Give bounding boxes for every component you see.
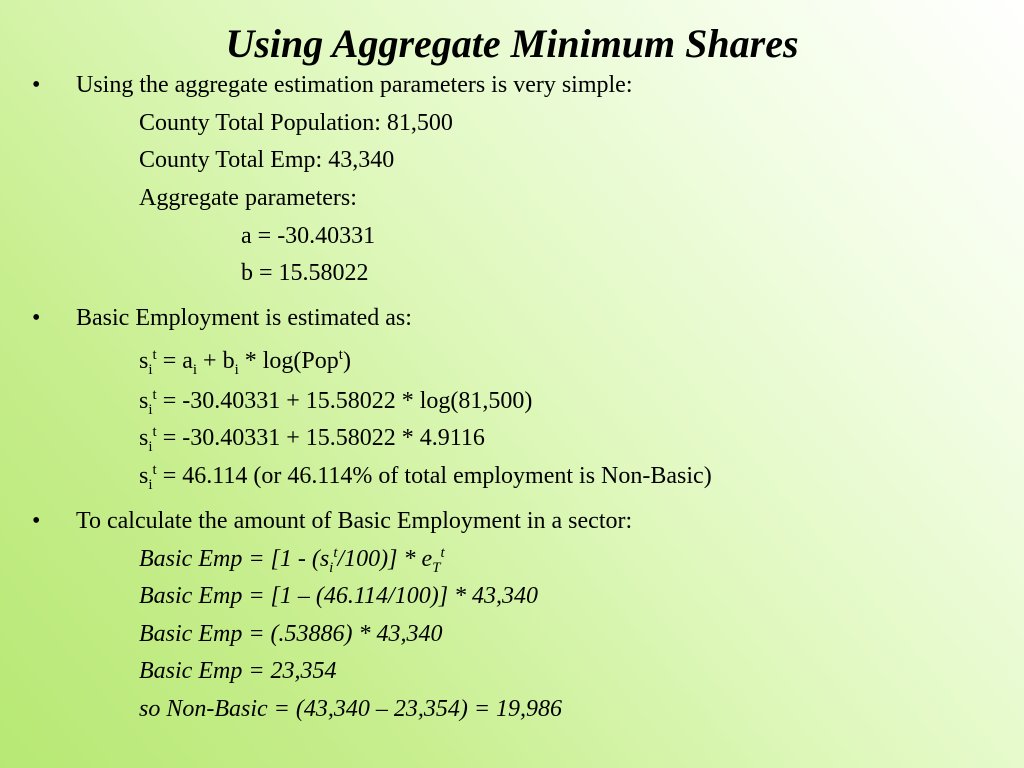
share-line-4: $s_i^t = 46.114$ (or 46.114% of total employment is Non-Basic) (139, 462, 712, 493)
basic-emp-line-3: Basic Emp = (.53886) * 43,340 (139, 621, 443, 647)
share-line-3: $s_i^t = -30.40331 + 15.58022 * 4.9116$ (139, 424, 485, 455)
bullet-3-text: To calculate the amount of Basic Employment in a sector: (76, 508, 633, 534)
bullet-1-text: Using the aggregate estimation parameters is very simple: (76, 72, 633, 98)
bullet-2-text: Basic Employment is estimated as: (76, 305, 412, 331)
param-a: a = -30.40331 (241, 223, 376, 249)
share-line-2: $s_i^t = -30.40331 + 15.58022 * \log(81,500)$ (139, 387, 533, 418)
non-basic-line: so Non-Basic = (43,340 – 23,354) = 19,986 (139, 696, 563, 722)
county-population: County Total Population: 81,500 (139, 110, 453, 136)
aggregate-parameters-label: Aggregate parameters: (139, 185, 357, 211)
bullet-2: • (32, 305, 41, 331)
county-emp: County Total Emp: 43,340 (139, 147, 395, 173)
basic-emp-formula: Basic Emp = $[1 - (s_i^t/100)] * e_T^t$ (139, 545, 445, 576)
slide-title: Using Aggregate Minimum Shares (225, 21, 799, 66)
bullet-3: • (32, 508, 41, 534)
param-b: b = 15.58022 (241, 260, 369, 286)
basic-emp-line-4: Basic Emp = 23,354 (139, 658, 337, 684)
share-formula: $s_i^t = a_i + b_i * \log(Pop^t)$ (139, 347, 351, 378)
basic-emp-line-2: Basic Emp = [1 – (46.114/100)] * 43,340 (139, 583, 539, 609)
bullet-1: • (32, 72, 41, 98)
